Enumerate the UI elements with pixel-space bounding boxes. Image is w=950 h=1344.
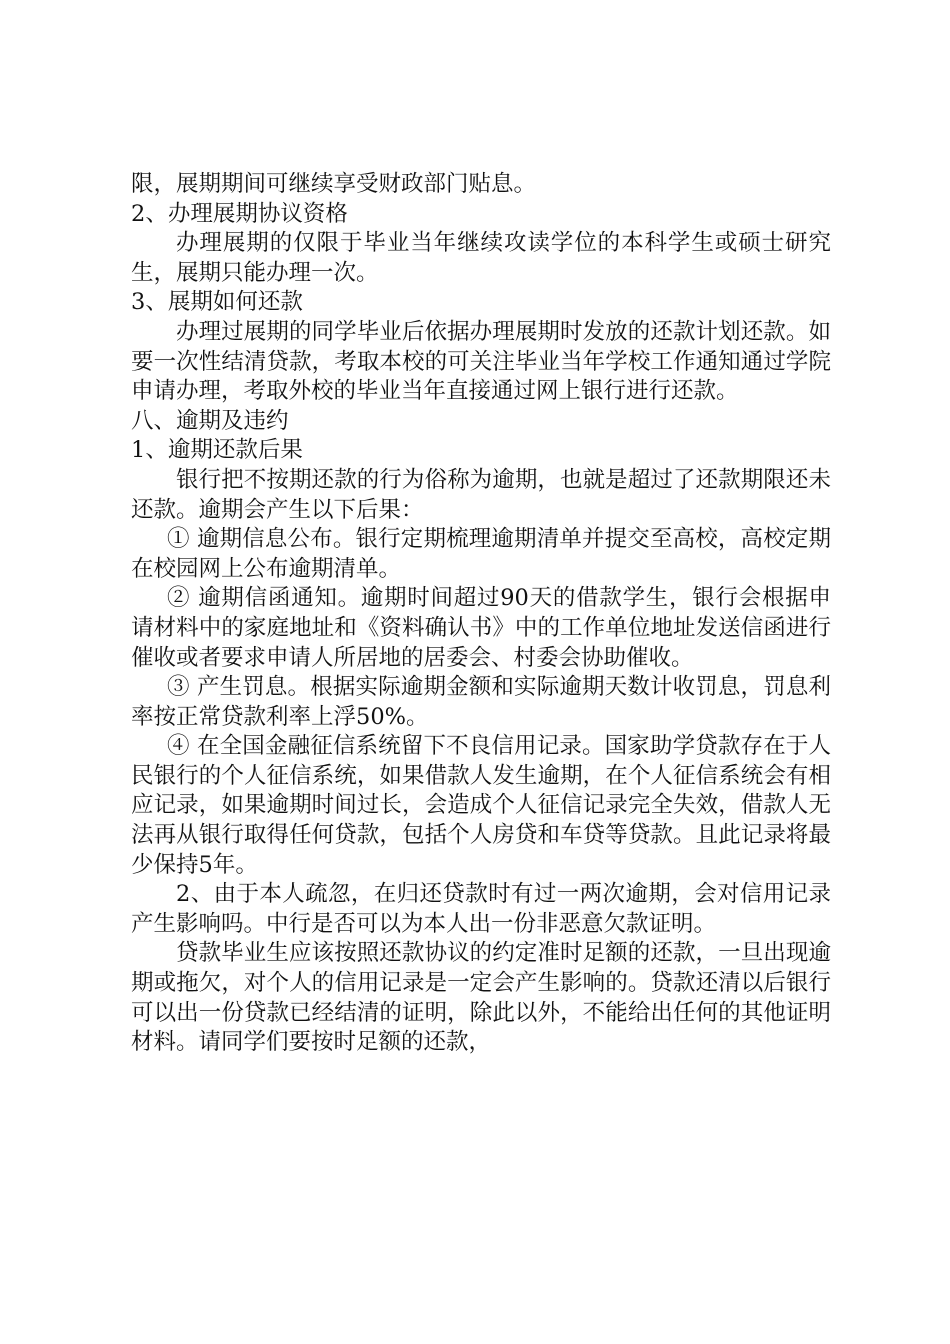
paragraph-eligibility: 办理展期的仅限于毕业当年继续攻读学位的本科学生或硕士研究生，展期只能办理一次。 [131, 230, 831, 286]
list-item-penalty-interest: ③ 产生罚息。根据实际逾期金额和实际逾期天数计收罚息，罚息利率按正常贷款利率上浮50%。 [131, 674, 831, 730]
list-item-credit-record: ④ 在全国金融征信系统留下不良信用记录。国家助学贷款存在于人民银行的个人征信系统，如果借款人发生逾期，在个人征信系统会有相应记录，如果逾期时间过长，会造成个人征信记录完全失效，借款人无法再从银行取得任何贷款，包括个人房贷和车贷等贷款。且此记录将最少保持5年。 [131, 733, 831, 878]
paragraph-answer-repayment: 贷款毕业生应该按照还款协议的约定准时足额的还款，一旦出现逾期或拖欠，对个人的信用记录是一定会产生影响的。贷款还清以后银行可以出一份贷款已经结清的证明，除此以外，不能给出任何的其他证明材料。请同学们要按时足额的还款， [131, 940, 831, 1056]
paragraph-extension-repayment: 办理过展期的同学毕业后依据办理展期时发放的还款计划还款。如要一次性结清贷款，考取本校的可关注毕业当年学校工作通知通过学院申请办理，考取外校的毕业当年直接通过网上银行进行还款。 [131, 318, 831, 405]
heading-extension-repayment: 3、展期如何还款 [131, 289, 303, 316]
list-item-overdue-letter: ② 逾期信函通知。逾期时间超过90天的借款学生，银行会根据申请材料中的家庭地址和《资料确认书》中的工作单位地址发送信函进行催收或者要求申请人所居地的居委会、村委会协助催收。 [131, 585, 831, 671]
paragraph-continuation: 限，展期期间可继续享受财政部门贴息。 [131, 171, 537, 197]
paragraph-overdue-definition: 银行把不按期还款的行为俗称为逾期，也就是超过了还款期限还未还款。逾期会产生以下后果： [131, 466, 831, 523]
document-body [131, 170, 831, 1058]
paragraph-question-negligence: 2、由于本人疏忽，在归还贷款时有过一两次逾期，会对信用记录产生影响吗。中行是否可以为本人出一份非恶意欠款证明。 [131, 881, 831, 937]
heading-overdue-consequences: 1、逾期还款后果 [131, 437, 303, 464]
heading-extension-eligibility: 2、办理展期协议资格 [131, 200, 348, 227]
list-item-overdue-publication: ① 逾期信息公布。银行定期梳理逾期清单并提交至高校，高校定期在校园网上公布逾期清单。 [131, 526, 831, 582]
heading-section-overdue: 八、逾期及违约 [131, 407, 289, 434]
